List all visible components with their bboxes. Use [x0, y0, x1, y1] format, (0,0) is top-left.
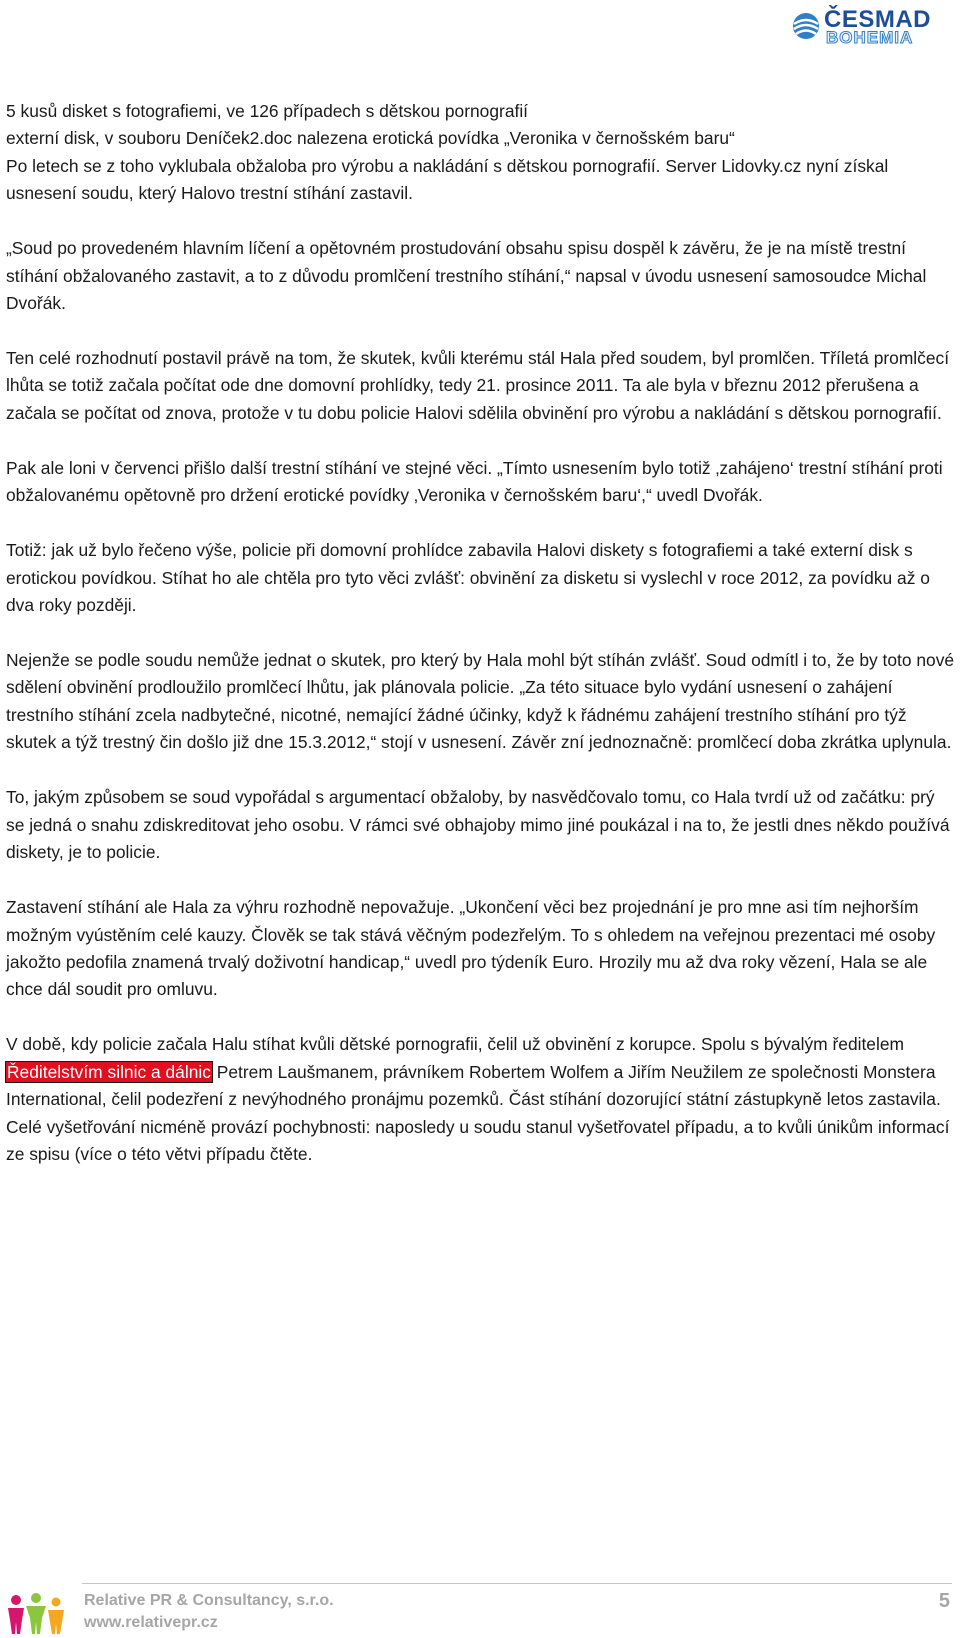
paragraph: To, jakým způsobem se soud vypořádal s argumentací obžaloby, by nasvědčovalo tomu, co Hala tvrdí už od začátku: prý se jedná o snahu zdiskreditovat jeho osobu. V rámci své obhajoby mimo jiné poukázal i na to, že jestli dnes někdo používá diskety, je to policie. — [6, 787, 950, 863]
cesmad-bohemia-logo — [792, 6, 952, 47]
paragraph-text: Petrem Laušmanem, právníkem Robertem Wolfem a Jiřím Neužilem ze společnosti Monstera International, čelil podezření z nevýhodného pronájmu pozemků. Část stíhání dozorující státní zástupkyně letos zastavila. Celé vyšetřování nicméně provází pochybnosti: naposledy u soudu stanul vyšetřovatel případu, a to kvůli únikům informací ze spisu (více o této větvi případu čtěte. — [6, 1061, 950, 1164]
paragraph: Nejenže se podle soudu nemůže jednat o skutek, pro který by Hala mohl být stíhán zvlášť. Soud odmítl i to, že by toto nové sdělení obvinění prodloužilo promlčecí lhůtu, jak plánovala policie. „Za této situace bylo vydání usnesení o zahájení trestního stíhání zcela nadbytečné, nicotné, nemající žádné účinky, když k řádnému zahájení trestního stíhání pro týž skutek a týž trestný čin došlo již dne 15.3.2012,“ stojí v usnesení. Závěr zní jednoznačně: promlčecí doba zkrátka uplynula. — [6, 650, 955, 753]
text-line: 5 kusů disket s fotografiemi, ve 126 případech s dětskou pornografií — [6, 101, 529, 121]
logo-text-bohemia: BOHEMIA — [826, 28, 914, 47]
article-body — [6, 98, 956, 1168]
paragraph-last — [6, 1031, 956, 1168]
highlighted-link[interactable]: Ředitelstvím silnic a dálnic — [7, 1061, 211, 1082]
globe-logo-icon — [792, 12, 820, 40]
paragraph: Po letech se z toho vyklubala obžaloba pro výrobu a nakládání s dětskou pornografií. Server Lidovky.cz nyní získal usnesení soudu, který Halovo trestní stíhání zastavil. — [6, 155, 889, 204]
paragraph: „Soud po provedeném hlavním líčení a opětovném prostudování obsahu spisu dospěl k závěru, že je na místě trestní stíhání obžalovaného zastavit, a to z důvodu promlčení trestního stíhání,“ napsal v úvodu usnesení samosoudce Michal Dvořák. — [6, 238, 927, 314]
paragraph: Ten celé rozhodnutí postavil právě na tom, že skutek, kvůli kterému stál Hala před soudem, byl promlčen. Tříletá promlčecí lhůta se totiž začala počítat ode dne domovní prohlídky, tedy 21. prosince 2011. Ta ale byla v březnu 2012 přerušena a začala se počítat od znova, protože v tu dobu policie Halovi sdělila obvinění pro výrobu a nakládání s dětskou pornografií. — [6, 348, 950, 423]
paragraph-text: V době, kdy policie začala Halu stíhat kvůli dětské pornografii, čelil už obvinění z korupce. Spolu s bývalým ředitelem — [6, 1034, 905, 1055]
page-number: 5 — [938, 1590, 950, 1612]
footer-divider — [82, 1583, 952, 1584]
people-logo-icon — [6, 1592, 72, 1636]
paragraph: Totiž: jak už bylo řečeno výše, policie při domovní prohlídce zabavila Halovi diskety s fotografiemi a také externí disk s erotickou povídkou. Stíhat ho ale chtěla pro tyto věci zvlášť: obvinění za disketu si vyslechl v roce 2012, za povídku až o dva roky později. — [6, 540, 930, 616]
paragraph: Pak ale loni v červenci přišlo další trestní stíhání ve stejné věci. „Tímto usnesením bylo totiž ‚zahájeno‘ trestní stíhání proti obžalovanému opětovně pro držení erotické povídky ‚Veronika v černošském baru‘,“ uvedl Dvořák. — [6, 457, 943, 506]
footer-company: Relative PR & Consultancy, s.r.o. — [84, 1592, 334, 1609]
page-footer — [0, 1580, 960, 1638]
paragraph: Zastavení stíhání ale Hala za výhru rozhodně nepovažuje. „Ukončení věci bez projednání je pro mne asi tím nejhorším možným vyústěním celé kauzy. Člověk se tak stává věčným podezřelým. To s ohledem na veřejnou prezentaci mé osoby jakožto pedofila znamená trvalý doživotní handicap,“ uvedl pro týdeník Euro. Hrozily mu až dva roky vězení, Hala se ale chce dál soudit pro omluvu. — [6, 897, 936, 1000]
logo-text-cesmad: ČESMAD — [824, 6, 932, 33]
text-line: externí disk, v souboru Deníček2.doc nalezena erotická povídka „Veronika v černošském baru“ — [6, 128, 735, 149]
footer-website-link[interactable]: www.relativepr.cz — [84, 1614, 218, 1631]
